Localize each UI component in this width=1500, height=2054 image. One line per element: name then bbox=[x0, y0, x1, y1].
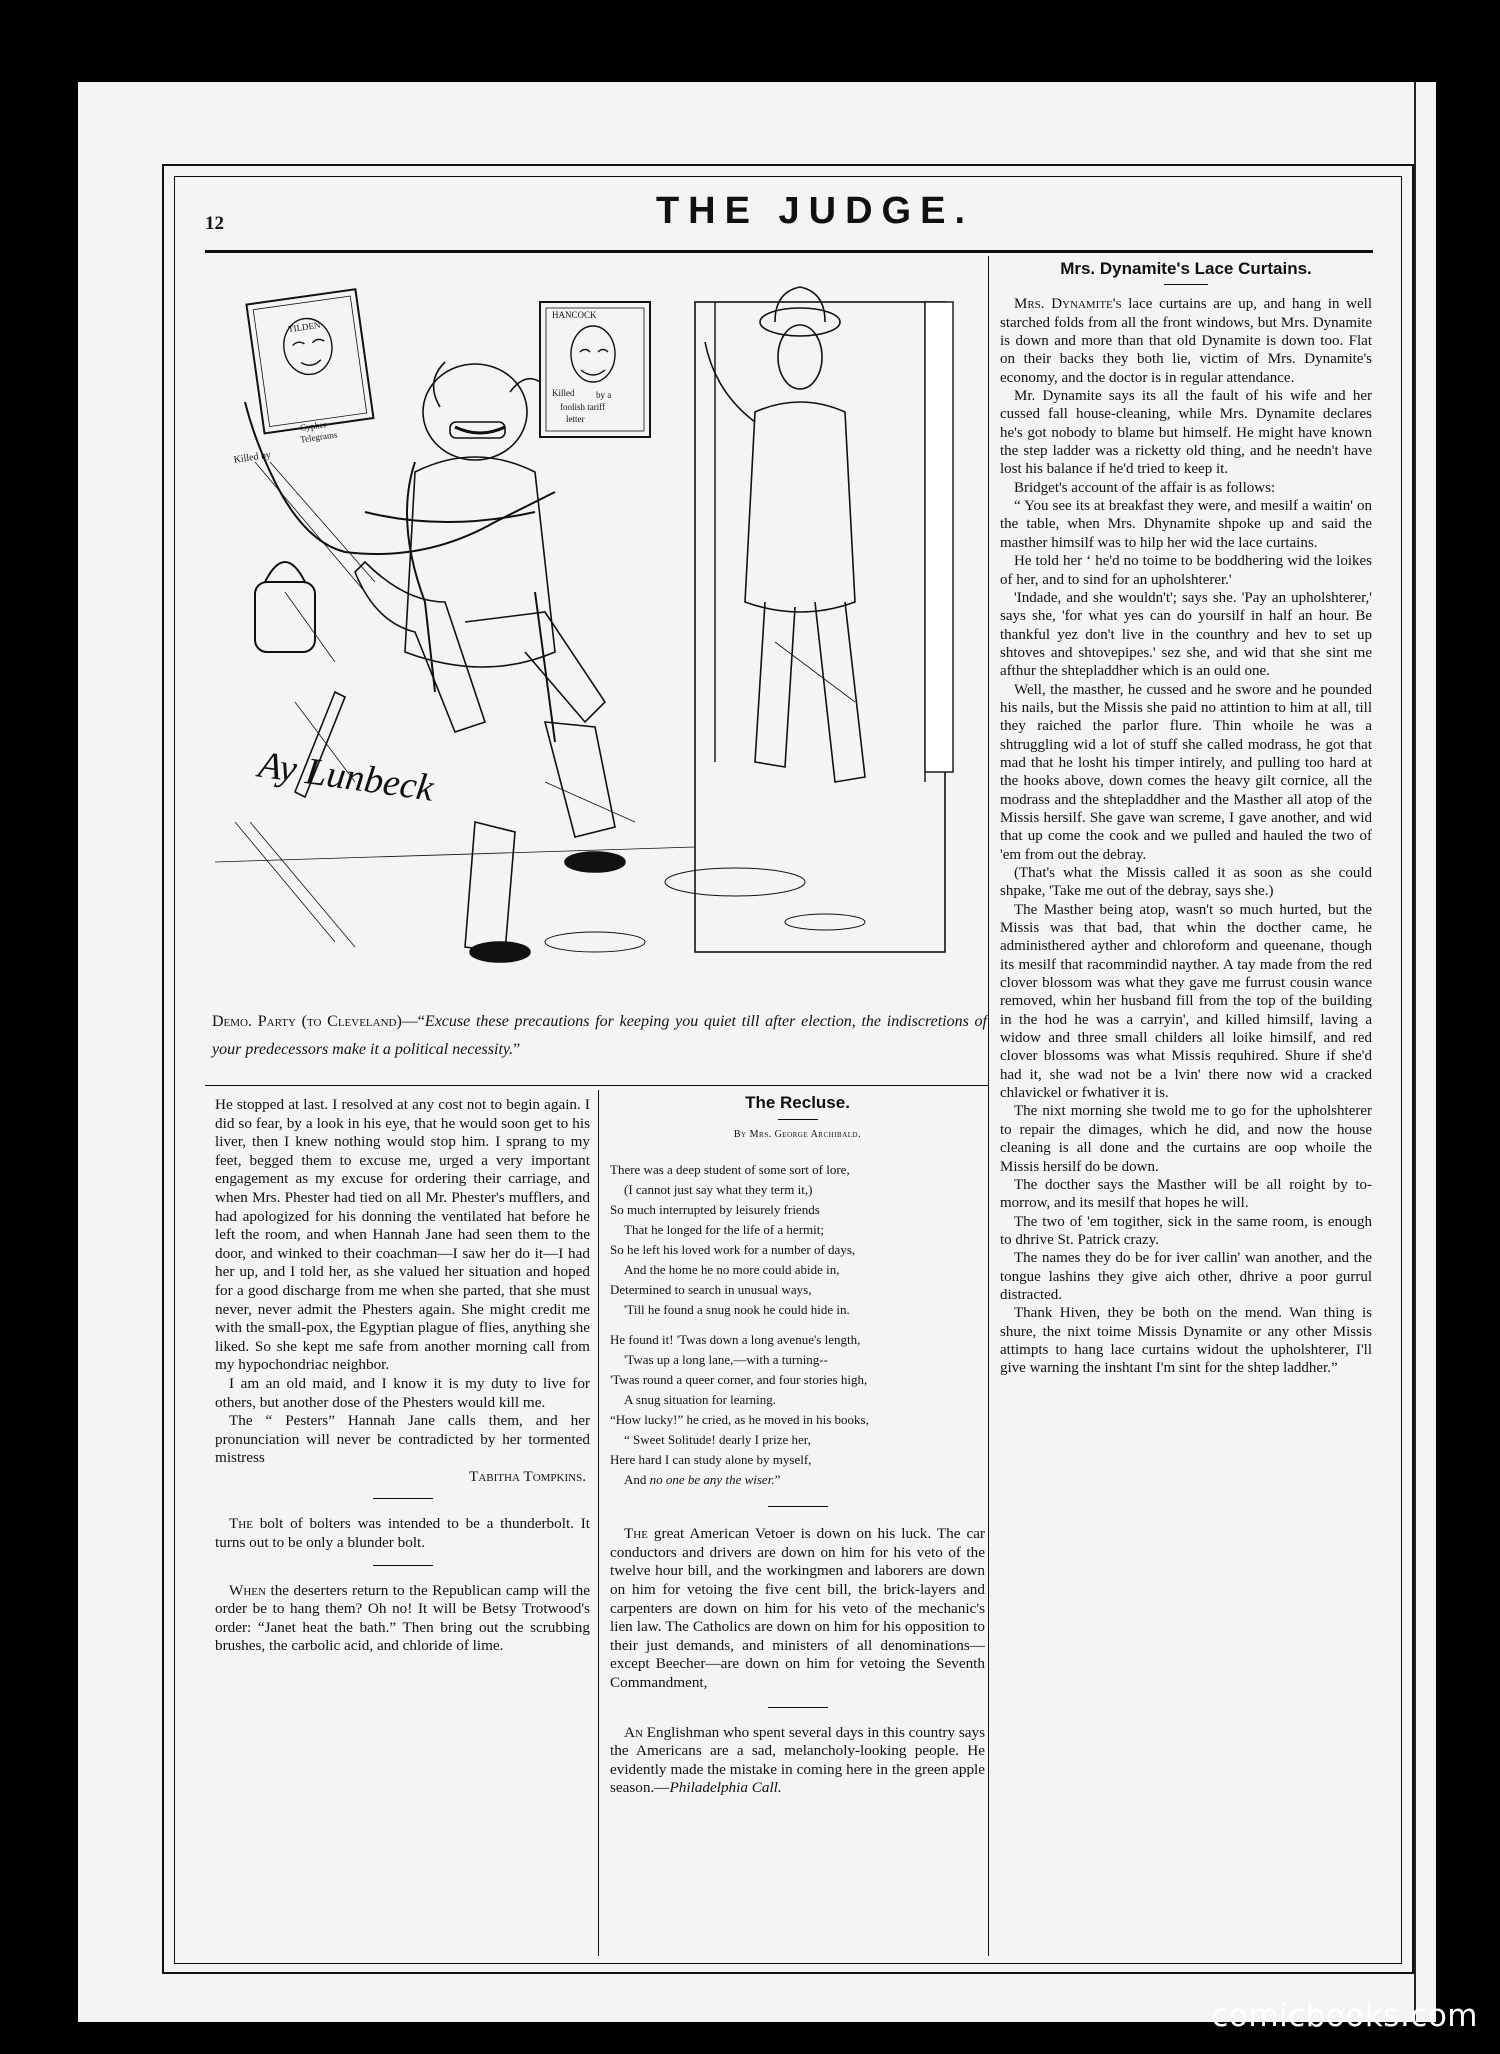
paragraph-text: lace curtains are up, and hang in well starched folds from all the front windows, but Mrs. Dynamite is down and more than that old Dynamite is down too. Flat on their backs they both lie, victim of Mrs. Dynamite's economy, and the doctor is in regular attendance. bbox=[1000, 296, 1372, 386]
column-rule-middle bbox=[598, 1090, 599, 1956]
column-left bbox=[215, 1096, 590, 1656]
portrait-left-inscription: Killed by bbox=[232, 449, 272, 466]
background-hatching bbox=[235, 462, 855, 947]
artist-signature: Ay Lunbeck bbox=[255, 743, 437, 810]
column-right bbox=[1000, 260, 1372, 1378]
portrait-right-name: HANCOCK bbox=[552, 310, 597, 320]
portrait-tilden bbox=[246, 289, 373, 433]
poem-line: Here hard I can study alone by myself, bbox=[610, 1452, 812, 1468]
paragraph-vetoer bbox=[610, 1525, 985, 1692]
article-title: Mrs. Dynamite's Lace Curtains. bbox=[1060, 259, 1312, 278]
poem-line: A snug situation for learning. bbox=[624, 1392, 777, 1408]
title-rule bbox=[778, 1119, 818, 1120]
poem-line: “ Sweet Solitude! dearly I prize her, bbox=[624, 1432, 811, 1448]
poem-line: 'Till he found a snug nook he could hide in. bbox=[624, 1302, 850, 1318]
caption-quote: Excuse these precautions for keeping you quiet till after election, the indiscretions of your predecessors make it a political necessity. bbox=[212, 1013, 987, 1058]
paragraph: 'Indade, and she wouldn't'; says she. 'Pay an upholshterer,' says she, 'for what yes can do yoursilf in half an hour. Be thankful yez don't live in the counthry and hev to set up shtoves and shtovepipes.' sez she, and wid that she sint me afthur the shtepladdher which is an ould one. bbox=[1000, 589, 1372, 680]
seated-figure-cleveland bbox=[355, 362, 625, 962]
separator-rule bbox=[373, 1565, 433, 1566]
adjacent-page-edge bbox=[1414, 82, 1436, 2022]
portrait-left-line2: Cypher bbox=[299, 419, 328, 433]
paragraph: The docther says the Masther will be all roight by to-morrow, and its mesilf that hopes he will. bbox=[1000, 1176, 1372, 1212]
paragraph-text: bolt of bolters was intended to be a thunderbolt. It turns out to be only a blunder bolt. bbox=[215, 1515, 590, 1552]
poem-line: That he longed for the life of a hermit; bbox=[624, 1222, 824, 1238]
paragraph bbox=[1000, 295, 1372, 387]
poem-line bbox=[610, 1470, 985, 1490]
poem-title: The Recluse. bbox=[745, 1093, 850, 1112]
paragraph-bolt bbox=[215, 1515, 590, 1552]
lead-word: The bbox=[624, 1525, 648, 1543]
separator-rule bbox=[768, 1506, 828, 1507]
poem-byline: By Mrs. George Archibald. bbox=[733, 1128, 862, 1140]
paragraph: Bridget's account of the affair is as follows: bbox=[1014, 479, 1276, 496]
standing-figure bbox=[705, 287, 865, 782]
lead-word: The bbox=[229, 1515, 253, 1533]
column-rule-right bbox=[988, 256, 989, 1956]
lead-word: When bbox=[229, 1581, 266, 1599]
floor-marks bbox=[545, 868, 865, 952]
poem-line: 'Twas up a long lane,—with a turning-- bbox=[624, 1352, 828, 1368]
poem-line: So he left his loved work for a number of days, bbox=[610, 1242, 856, 1258]
lead-word: Mrs. Dynamite's bbox=[1014, 296, 1122, 313]
portrait-hancock bbox=[540, 302, 650, 437]
page-number: 12 bbox=[205, 213, 224, 234]
portrait-right-line2: by a bbox=[596, 390, 612, 400]
caption-speaker: Demo. Party (to Cleveland)—“ bbox=[212, 1013, 425, 1030]
poem-line: He found it! 'Twas down a long avenue's length, bbox=[610, 1332, 861, 1348]
separator-rule bbox=[373, 1498, 433, 1499]
poem-stanza bbox=[610, 1160, 985, 1320]
portrait-right-line3: foolish tariff bbox=[560, 402, 606, 412]
portrait-right-line1: Killed bbox=[552, 388, 575, 398]
separator-rule bbox=[768, 1707, 828, 1708]
poem-line: “How lucky!” he cried, as he moved in his books, bbox=[610, 1412, 869, 1428]
paragraph: “ You see its at breakfast they were, and mesilf a waitin' on the table, when Mrs. Dhynamite shpoke up and said the masther himsilf was to hilp her wid the lace curtains. bbox=[1000, 498, 1372, 551]
chain-and-padlock bbox=[245, 402, 555, 652]
portrait-left-name: TILDEN bbox=[287, 319, 322, 335]
paragraph-text: the deserters return to the Republican camp will the order be to hang them? Oh no! It will be Betsy Trotwood's order: “Janet heat the bath.” Then bring out the scrubbing brushes, the carbolic acid, and chloride of lime. bbox=[215, 1581, 590, 1655]
paragraph: The nixt morning she twold me to go for the upholshterer to repair the dimages, which he did, and now the house cleaning is all done and the curtains are oop whoile the Missis hersilf do be down. bbox=[1000, 1103, 1372, 1175]
author-signature: Tabitha Tompkins. bbox=[469, 1467, 586, 1485]
masthead-rule bbox=[205, 250, 1373, 253]
paragraph: The names they do be for iver callin' wan another, and the tongue lashins they give aich other, dhrive a poor gurrul distracted. bbox=[1000, 1250, 1372, 1303]
cartoon-caption bbox=[212, 1008, 987, 1064]
paragraph: Thank Hiven, they be both on the mend. Wan thing is shure, the nixt toime Missis Dynamite or any other Missis attimpts to hang lace curtains widout the upholshterer, I'll give warning the inshtant I'm sint for the shtep laddher.” bbox=[1000, 1305, 1372, 1377]
paragraph: The two of 'em togither, sick in the same room, is enough to dhrive St. Patrick crazy. bbox=[1000, 1213, 1372, 1248]
poem-line: So much interrupted by leisurely friends bbox=[610, 1202, 820, 1218]
cartoon-bottom-rule bbox=[205, 1085, 988, 1086]
paragraph: (That's what the Missis called it as soon as she could shpake, 'Take me out of the debray, says she.) bbox=[1000, 865, 1372, 900]
paragraph: The “ Pesters” Hannah Jane calls them, and her pronunciation will never be contradicted by her tormented mistress bbox=[215, 1412, 590, 1467]
portrait-left-line3: Telegrams bbox=[299, 429, 338, 445]
paragraph-deserters bbox=[215, 1582, 590, 1656]
paragraph: The Masther being atop, wasn't so much hurted, but the Missis was that bad, that whin the docther came, he administhered ayther and chloroform and queenane, though its mesilf that racommindid nayther. A tay made from the red clover blossom was what they gave me furrust cousin wance removed, whin her husband fill from the top of the building in the hod he was a carryin', and killed himsilf, laving a widow and three small childers all loike himsilf, and red clover blossoms was what Missis requhired. Shure if she'd had it, she wad not be a lvin' there now wid a cracked chlavickel or fwhativer it is. bbox=[1000, 901, 1372, 1102]
cartoon-illustration bbox=[215, 262, 985, 1002]
masthead-title: THE JUDGE. bbox=[655, 190, 975, 232]
poem-stanza bbox=[610, 1330, 985, 1490]
column-middle bbox=[610, 1094, 985, 1798]
poem-line: Determined to search in unusual ways, bbox=[610, 1282, 812, 1298]
title-rule bbox=[1164, 284, 1208, 285]
poem-line-lead: And bbox=[624, 1472, 650, 1488]
paragraph: Mr. Dynamite says its all the fault of his wife and her cussed fall house-cleaning, while Mrs. Dynamite declares he's got nobody to blame but himself. He might have known the step ladder was a ricketty old thing, and he needn't have lost his balance if he'd tried to keep it. bbox=[1000, 388, 1372, 478]
paragraph: He told her ‘ he'd no toime to be boddhering wid the loikes of her, and to sind for an upholshterer.' bbox=[1000, 553, 1372, 588]
paragraph-text: great American Vetoer is down on his luck. The car conductors and drivers are down on him for his veto of the twelve hour bill, and the workingmen and laborers are down on him for vetoing the five cent bill, the brick-layers and carpenters are down on him for his veto of the mechanic's lien law. The Catholics are down on him for his opposition to their just demands, and ministers of all denominations—except Beecher—are down on him for vetoing the Seventh Commandment, bbox=[610, 1525, 985, 1691]
portrait-right-line4: letter bbox=[566, 414, 585, 424]
doorway bbox=[695, 302, 945, 952]
poem-line-italic: no one be any the wiser. bbox=[649, 1472, 775, 1488]
paragraph-englishman bbox=[610, 1724, 985, 1798]
poem-line: 'Twas round a queer corner, and four stories high, bbox=[610, 1372, 868, 1388]
paragraph: Well, the masther, he cussed and he swore and he pounded his nails, but the Missis she paid no attintion to him at all, till they raiched the parlor flure. Thin whoile he was a shtruggling wid a lot of stuff she called modrass, he got that mad that he losht his timper intirely, and pulling too hard at the hooks above, down comes the heavy gilt cornice, all the modrass and the shtepladdher and the Masther all atop of the Missis hersilf. She gave wan screme, I gave another, and wid that up come the cook and we pulled and hauled the two of 'em from out the debray. bbox=[1000, 681, 1372, 863]
paragraph: He stopped at last. I resolved at any cost not to begin again. I did so fear, by a look in his eye, that he would soon get to his liver, then I knew nothing would stop him. I sprang to my feet, begged them to excuse me, urged a very important engagement as my excuse for ordering their carriage, and when Mrs. Phester had tied on all Mr. Phester's mufflers, and had apologized for his donning the ventilated hat before he left the room, and when Hannah Jane had seen them to the door, and winked to their coachman—I saw her do it—I had her up, and I told her, as she valued her situation and hoped for a good discharge from me when she parted, that she must never, never admit the Phesters again. She might credit me with the small-pox, the Egyptian plague of flies, anything she liked. So she kept me safe from another morning call from my hypochondriac neighbor. bbox=[215, 1096, 590, 1374]
poem-line: (I cannot just say what they term it,) bbox=[624, 1182, 813, 1198]
poem-line-close: ” bbox=[774, 1472, 781, 1488]
poem-line: And the home he no more could abide in, bbox=[624, 1262, 840, 1278]
paragraph: I am an old maid, and I know it is my duty to live for others, but another dose of the Phesters would kill me. bbox=[215, 1374, 590, 1411]
source-credit: Philadelphia Call. bbox=[669, 1779, 782, 1797]
poem bbox=[610, 1160, 985, 1490]
lead-word: An bbox=[624, 1723, 643, 1741]
caption-close: ” bbox=[513, 1041, 521, 1058]
site-watermark: comicbooks.com bbox=[1211, 1998, 1478, 2034]
paragraph-text: Englishman who spent several days in this country says the Americans are a sad, melancholy-looking people. He evidently made the mistake in coming here in the green apple season.— bbox=[610, 1723, 986, 1797]
poem-line: There was a deep student of some sort of lore, bbox=[610, 1162, 850, 1178]
